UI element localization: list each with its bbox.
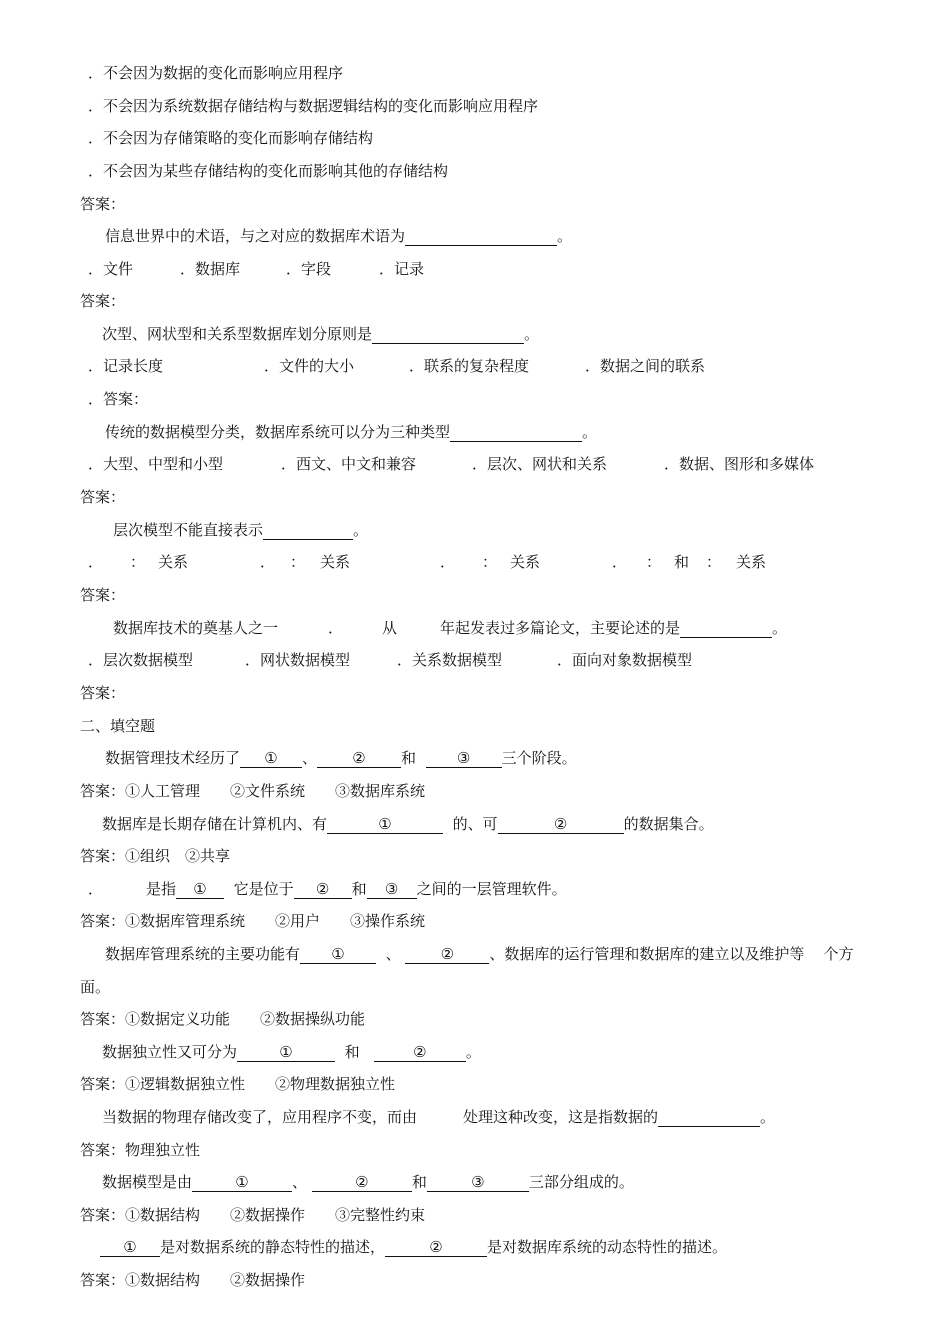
answer-label: 答案： — [80, 586, 126, 604]
question-line: 数据库管理系统的主要功能有 ① 、 ② 、数据库的运行管理和数据库的建立以及维护等 个方 — [105, 945, 854, 963]
question-line-continued: 面。 — [80, 978, 111, 996]
blank — [263, 521, 353, 540]
answer-label: 答案： — [80, 488, 126, 506]
blank: ② — [374, 1043, 466, 1062]
blank: ② — [294, 880, 352, 899]
question-line: 数据库是长期存储在计算机内、有 ① 的、可 ② 的数据集合。 — [102, 815, 714, 833]
answer-line: 答案：①数据结构 ②数据操作 ③完整性约束 — [80, 1206, 426, 1224]
blank: ② — [312, 1173, 412, 1192]
answer-line: 答案：①数据结构 ②数据操作 — [80, 1271, 306, 1289]
blank: ① — [237, 1043, 335, 1062]
answer-label: 答案： — [80, 292, 126, 310]
question-line: 数据独立性又可分为 ① 和 ② 。 — [102, 1043, 481, 1061]
option-line: ．不会因为数据的变化而影响应用程序 — [88, 64, 344, 82]
blank: ③ — [426, 749, 502, 768]
blank: ① — [300, 945, 376, 964]
question-line: 次型、网状型和关系型数据库划分原则是 。 — [102, 325, 540, 343]
blank: ② — [317, 749, 401, 768]
blank: ② — [405, 945, 489, 964]
answer-line: 答案：①数据定义功能 ②数据操纵功能 — [80, 1010, 366, 1028]
blank: ③ — [427, 1173, 529, 1192]
section-heading: 二、填空题 — [80, 717, 156, 735]
options-row: ． ： 关系 ． ： 关系 ． ： 关系 ． ： 和 ： 关系 — [88, 553, 767, 571]
answer-label: 答案： — [80, 684, 126, 702]
answer-line: 答案：①数据库管理系统 ②用户 ③操作系统 — [80, 912, 426, 930]
blank — [372, 325, 524, 344]
answer-label: ．答案： — [88, 390, 149, 408]
option-line: ．不会因为某些存储结构的变化而影响其他的存储结构 — [88, 162, 449, 180]
option-line: ．不会因为系统数据存储结构与数据逻辑结构的变化而影响应用程序 — [88, 97, 539, 115]
blank — [450, 423, 582, 442]
blank: ② — [498, 815, 624, 834]
options-row: ．层次数据模型 ．网状数据模型 ．关系数据模型 ．面向对象数据模型 — [88, 651, 693, 669]
question-line: 传统的数据模型分类，数据库系统可以分为三种类型 。 — [105, 423, 598, 441]
options-row: ．文件 ．数据库 ．字段 ．记录 — [88, 260, 425, 278]
blank — [680, 619, 772, 638]
answer-line: 答案：①组织 ②共享 — [80, 847, 231, 865]
blank: ① — [176, 880, 224, 899]
question-line: 当数据的物理存储改变了，应用程序不变，而由 处理这种改变，这是指数据的 。 — [102, 1108, 776, 1126]
blank: ② — [385, 1238, 487, 1257]
question-line: ． 是指 ① 它是位于 ② 和 ③ 之间的一层管理软件。 — [88, 880, 567, 898]
blank — [658, 1108, 760, 1127]
question-line: ① 是对数据系统的静态特性的描述， ② 是对数据库系统的动态特性的描述。 — [100, 1237, 727, 1257]
blank — [405, 227, 557, 246]
blank: ③ — [367, 880, 417, 899]
blank: ① — [327, 815, 443, 834]
option-line: ．不会因为存储策略的变化而影响存储结构 — [88, 129, 374, 147]
options-row: ．大型、中型和小型 ．西文、中文和兼容 ．层次、网状和关系 ．数据、图形和多媒体 — [88, 455, 815, 473]
answer-line: 答案：①逻辑数据独立性 ②物理数据独立性 — [80, 1075, 396, 1093]
blank: ① — [100, 1238, 160, 1257]
answer-line: 答案：物理独立性 — [80, 1141, 201, 1159]
question-line: 数据模型是由 ① 、 ② 和 ③ 三部分组成的。 — [102, 1173, 634, 1191]
question-line: 数据管理技术经历了 ① 、 ② 和 ③ 三个阶段。 — [105, 749, 577, 767]
blank: ① — [192, 1173, 292, 1192]
answer-line: 答案：①人工管理 ②文件系统 ③数据库系统 — [80, 782, 426, 800]
answer-label: 答案： — [80, 195, 126, 213]
question-line: 数据库技术的奠基人之一 ． 从 年起发表过多篇论文，主要论述的是 。 — [113, 619, 788, 637]
options-row: ．记录长度 ．文件的大小 ．联系的复杂程度 ．数据之间的联系 — [88, 357, 706, 375]
question-line: 信息世界中的术语，与之对应的数据库术语为 。 — [105, 227, 573, 245]
question-line: 层次模型不能直接表示 。 — [113, 521, 369, 539]
blank: ① — [240, 749, 302, 768]
